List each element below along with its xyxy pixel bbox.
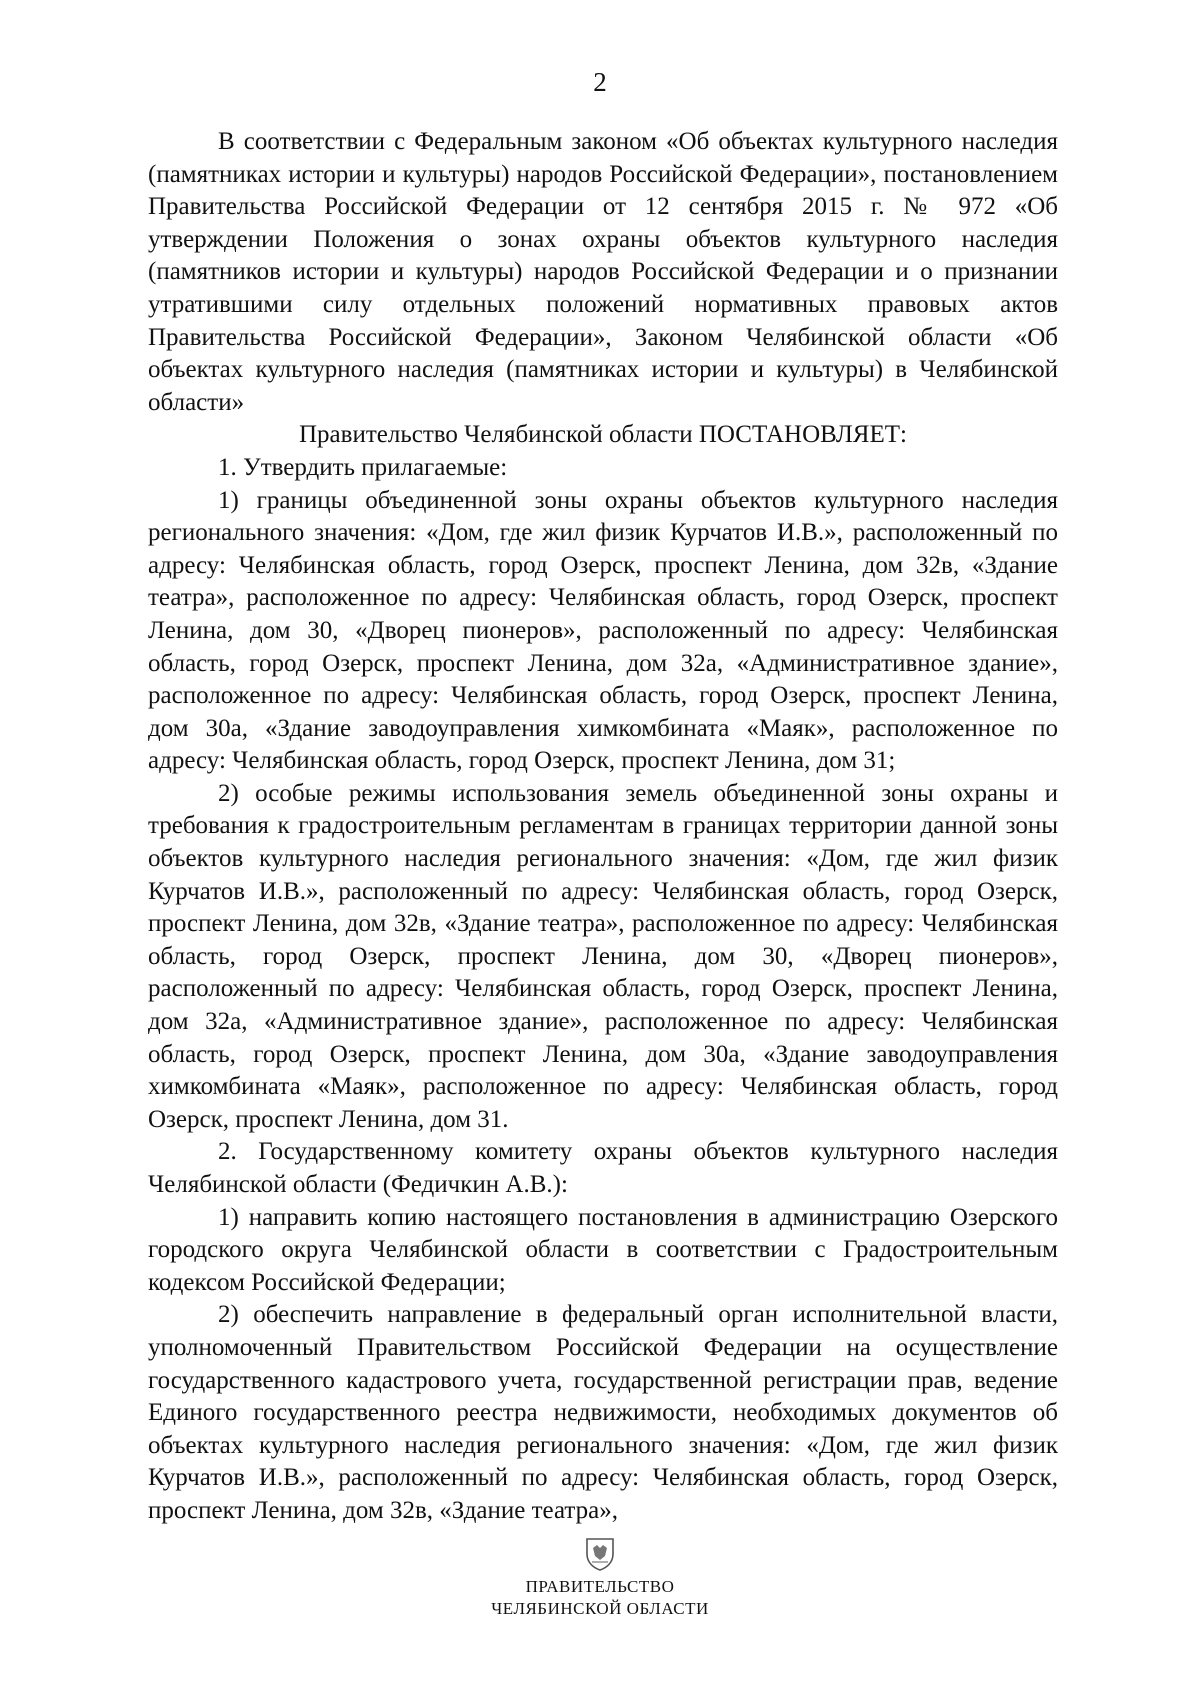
- item-1-subitem-1: 1) границы объединенной зоны охраны объектов культурного наследия регионального значения: «Дом, где жил физик Курчатов И.В.», расположенный по адресу: Челябинская область, город Озерск, проспект Ленина, дом 32в, «Здание театра», расположенное по адресу: Челябинская область, город Озерск, проспект Ленина, дом 30, «Дворец пионеров», расположенный по адресу: Челябинская область, город Озерск, проспект Ленина, дом 32а, «Административное здание», расположенное по адресу: Челябинская область, город Озерск, проспект Ленина, дом 30а, «Здание заводоуправления химкомбината «Маяк», расположенное по адресу: Челябинская область, город Озерск, проспект Ленина, дом 31;: [148, 486, 1058, 775]
- footer-line-1: ПРАВИТЕЛЬСТВО: [525, 1577, 675, 1596]
- footer-line-2: ЧЕЛЯБИНСКОЙ ОБЛАСТИ: [491, 1599, 709, 1618]
- document-body: [148, 126, 1058, 1528]
- item-2-subitem-2: 2) обеспечить направление в федеральный орган исполнительной власти, уполномоченный Правительством Российской Федерации на осуществление государственного кадастрового учета, государственной регистрации прав, ведение Единого государственного реестра недвижимости, необходимых документов об объектах культурного наследия регионального значения: «Дом, где жил физик Курчатов И.В.», расположенный по адресу: Челябинская область, город Озерск, проспект Ленина, дом 32в, «Здание театра»,: [148, 1301, 1058, 1524]
- footer-stamp: [0, 1536, 1200, 1620]
- item-1-subitem-2: 2) особые режимы использования земель объединенной зоны охраны и требования к градостроительным регламентам в границах территории данной зоны объектов культурного наследия регионального значения: «Дом, где жил физик Курчатов И.В.», расположенный по адресу: Челябинская область, город Озерск, проспект Ленина, дом 32в, «Здание театра», расположенное по адресу: Челябинская область, город Озерск, проспект Ленина, дом 30, «Дворец пионеров», расположенный по адресу: Челябинская область, город Озерск, проспект Ленина, дом 32а, «Административное здание», расположенное по адресу: Челябинская область, город Озерск, проспект Ленина, дом 30а, «Здание заводоуправления химкомбината «Маяк», расположенное по адресу: Челябинская область, город Озерск, проспект Ленина, дом 31.: [148, 779, 1058, 1133]
- item-2-subitem-1: 1) направить копию настоящего постановления в администрацию Озерского городского округа Челябинской области в соответствии с Градостроительным кодексом Российской Федерации;: [148, 1203, 1058, 1296]
- coat-of-arms-icon: [583, 1536, 617, 1572]
- item-2-heading: 2. Государственному комитету охраны объектов культурного наследия Челябинской области (Федичкин А.В.):: [148, 1138, 1058, 1198]
- page-number: 2: [593, 67, 607, 97]
- item-1-heading: 1. Утвердить прилагаемые:: [218, 453, 508, 481]
- preamble-paragraph: В соответствии с Федеральным законом «Об объектах культурного наследия (памятниках истории и культуры) народов Российской Федерации», постановлением Правительства Российской Федерации от 12 сентября 2015 г. № 972 «Об утверждении Положения о зонах охраны объектов культурного наследия (памятников истории и культуры) народов Российской Федерации и о признании утратившими силу отдельных положений нормативных правовых актов Правительства Российской Федерации», Законом Челябинской области «Об объектах культурного наследия (памятниках истории и культуры) в Челябинской области»: [148, 128, 1058, 416]
- resolution-heading: Правительство Челябинской области ПОСТАНОВЛЯЕТ:: [299, 421, 907, 449]
